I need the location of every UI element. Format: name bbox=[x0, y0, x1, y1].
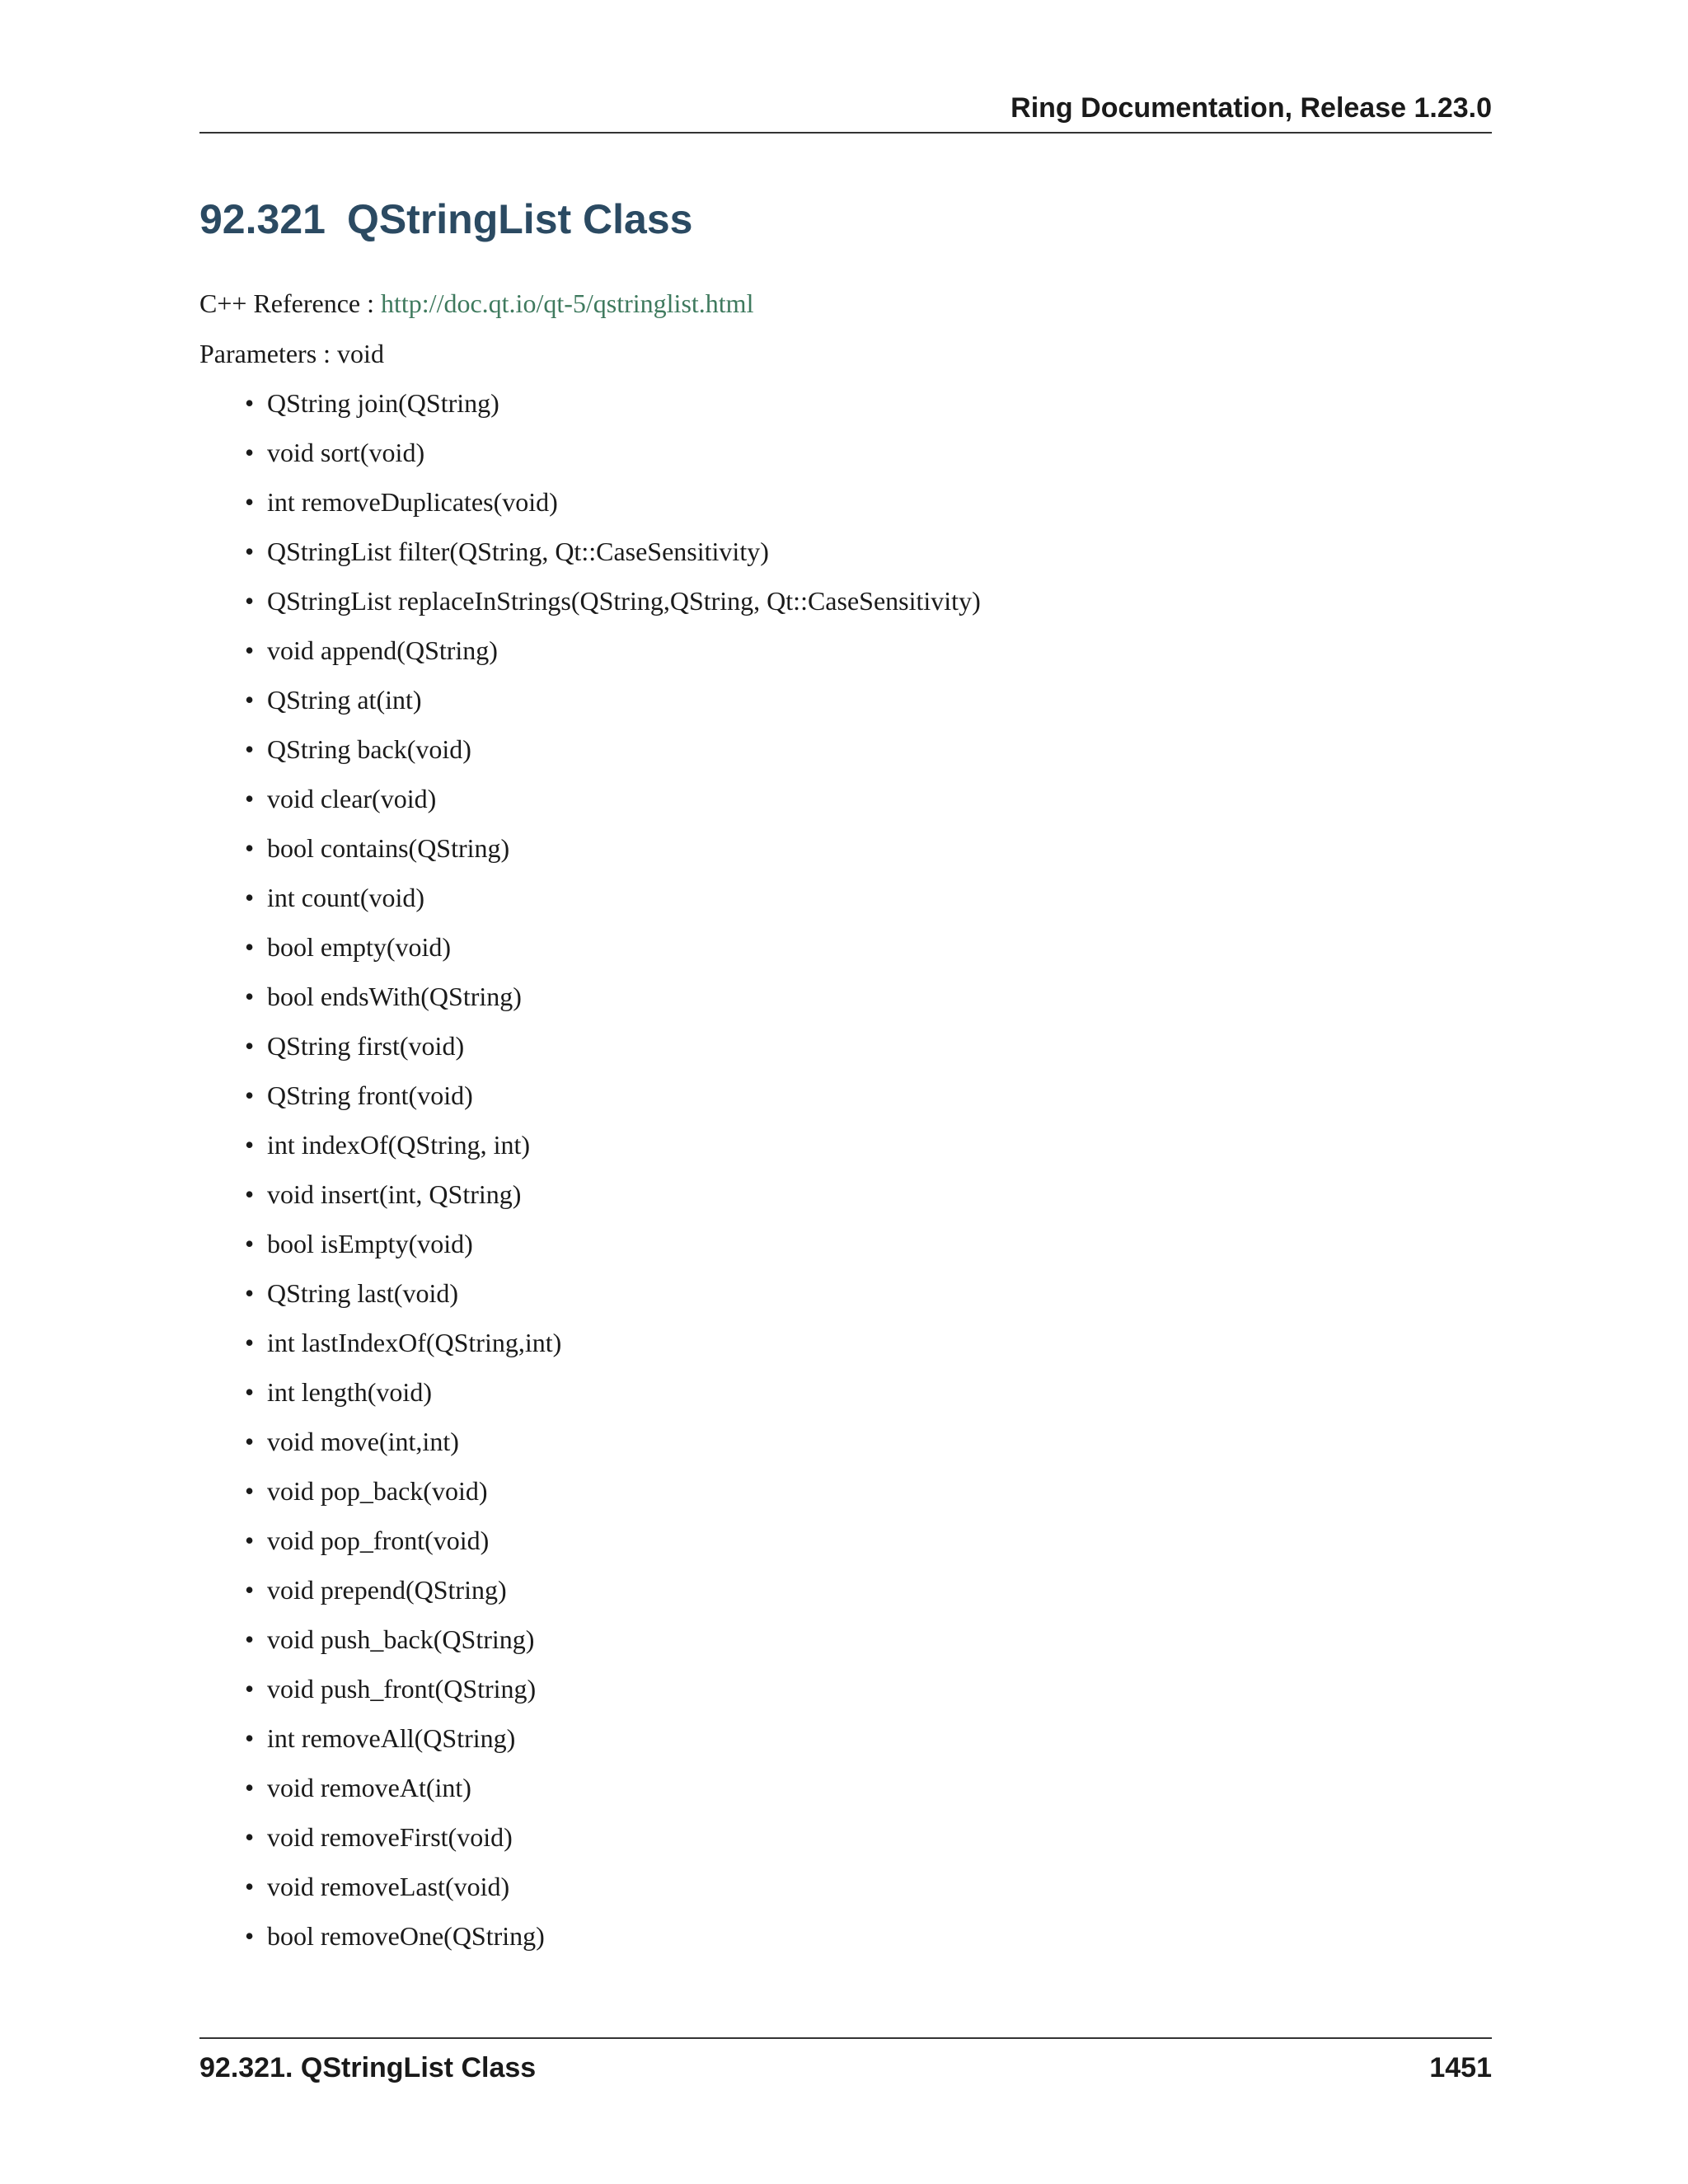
method-signature: int indexOf(QString, int) bbox=[267, 1130, 531, 1160]
method-list-item bbox=[242, 1128, 981, 1178]
method-list-item bbox=[242, 1474, 981, 1524]
bullet-icon: • bbox=[245, 784, 255, 813]
method-signature: int removeAll(QString) bbox=[267, 1723, 516, 1753]
method-signature: void sort(void) bbox=[267, 438, 425, 467]
method-signature: void insert(int, QString) bbox=[267, 1179, 522, 1209]
bullet-icon: • bbox=[245, 1427, 255, 1456]
bullet-icon: • bbox=[245, 1130, 255, 1160]
method-list-item bbox=[242, 1573, 981, 1623]
bullet-icon: • bbox=[245, 1476, 255, 1506]
method-signature: bool contains(QString) bbox=[267, 833, 510, 863]
method-signature: int length(void) bbox=[267, 1377, 432, 1407]
method-list-item bbox=[242, 1227, 981, 1277]
bullet-icon: • bbox=[245, 586, 255, 616]
method-list bbox=[242, 387, 981, 1969]
section-title-text: QStringList Class bbox=[346, 196, 693, 242]
method-list-item bbox=[242, 733, 981, 782]
bullet-icon: • bbox=[245, 1773, 255, 1802]
bullet-icon: • bbox=[245, 1229, 255, 1258]
cpp-reference-line bbox=[199, 287, 753, 320]
method-signature: QStringList replaceInStrings(QString,QString, Qt::CaseSensitivity) bbox=[267, 586, 981, 616]
method-list-item bbox=[242, 1821, 981, 1870]
method-list-item bbox=[242, 1919, 981, 1969]
method-signature: QStringList filter(QString, Qt::CaseSensitivity) bbox=[267, 537, 769, 566]
method-list-item bbox=[242, 387, 981, 436]
method-list-item bbox=[242, 436, 981, 485]
method-list-item bbox=[242, 881, 981, 930]
footer-page-number: 1451 bbox=[1429, 2052, 1492, 2083]
bullet-icon: • bbox=[245, 1328, 255, 1357]
method-list-item bbox=[242, 1870, 981, 1919]
method-list-item bbox=[242, 782, 981, 832]
cpp-reference-link[interactable]: http://doc.qt.io/qt-5/qstringlist.html bbox=[381, 288, 754, 318]
bullet-icon: • bbox=[245, 1278, 255, 1308]
method-list-item bbox=[242, 1178, 981, 1227]
method-signature: void clear(void) bbox=[267, 784, 437, 813]
bullet-icon: • bbox=[245, 1575, 255, 1605]
bullet-icon: • bbox=[245, 1872, 255, 1901]
page-header bbox=[199, 91, 1492, 134]
bullet-icon: • bbox=[245, 537, 255, 566]
section-number: 92.321 bbox=[199, 196, 326, 242]
method-signature: int count(void) bbox=[267, 883, 425, 912]
method-list-item bbox=[242, 1524, 981, 1573]
bullet-icon: • bbox=[245, 982, 255, 1011]
bullet-icon: • bbox=[245, 1526, 255, 1555]
bullet-icon: • bbox=[245, 1624, 255, 1654]
cpp-reference-label: C++ Reference : bbox=[199, 288, 381, 318]
method-signature: QString first(void) bbox=[267, 1031, 465, 1061]
parameters-line: Parameters : void bbox=[199, 339, 384, 368]
footer-section-label: 92.321. QStringList Class bbox=[199, 2052, 537, 2083]
bullet-icon: • bbox=[245, 438, 255, 467]
bullet-icon: • bbox=[245, 1179, 255, 1209]
method-list-item bbox=[242, 1376, 981, 1425]
method-signature: QString at(int) bbox=[267, 685, 422, 715]
method-list-item bbox=[242, 1771, 981, 1821]
bullet-icon: • bbox=[245, 1674, 255, 1704]
method-list-item bbox=[242, 832, 981, 881]
method-list-item bbox=[242, 1326, 981, 1376]
method-signature: void move(int,int) bbox=[267, 1427, 459, 1456]
method-signature: bool empty(void) bbox=[267, 932, 452, 962]
method-signature: QString back(void) bbox=[267, 734, 471, 764]
method-list-item bbox=[242, 584, 981, 634]
running-header-title: Ring Documentation, Release 1.23.0 bbox=[1010, 92, 1492, 124]
method-signature: void push_front(QString) bbox=[267, 1674, 537, 1704]
method-list-item bbox=[242, 1425, 981, 1474]
method-signature: int removeDuplicates(void) bbox=[267, 487, 558, 517]
method-signature: bool endsWith(QString) bbox=[267, 982, 522, 1011]
method-signature: bool isEmpty(void) bbox=[267, 1229, 473, 1258]
page-footer bbox=[199, 2037, 1492, 2085]
method-list-item bbox=[242, 1277, 981, 1326]
method-list-item bbox=[242, 1722, 981, 1771]
method-list-item bbox=[242, 1029, 981, 1079]
method-signature: void removeAt(int) bbox=[267, 1773, 471, 1802]
method-signature: QString front(void) bbox=[267, 1080, 473, 1110]
method-signature: void prepend(QString) bbox=[267, 1575, 507, 1605]
bullet-icon: • bbox=[245, 1080, 255, 1110]
bullet-icon: • bbox=[245, 883, 255, 912]
bullet-icon: • bbox=[245, 1921, 255, 1951]
bullet-icon: • bbox=[245, 833, 255, 863]
method-signature: void append(QString) bbox=[267, 635, 498, 665]
method-signature: void pop_front(void) bbox=[267, 1526, 490, 1555]
method-signature: void removeFirst(void) bbox=[267, 1822, 513, 1852]
bullet-icon: • bbox=[245, 1723, 255, 1753]
bullet-icon: • bbox=[245, 635, 255, 665]
method-signature: void removeLast(void) bbox=[267, 1872, 510, 1901]
method-signature: QString join(QString) bbox=[267, 388, 499, 418]
method-list-item bbox=[242, 535, 981, 584]
method-list-item bbox=[242, 930, 981, 980]
method-list-item bbox=[242, 980, 981, 1029]
bullet-icon: • bbox=[245, 1377, 255, 1407]
method-signature: QString last(void) bbox=[267, 1278, 458, 1308]
method-signature: void pop_back(void) bbox=[267, 1476, 488, 1506]
bullet-icon: • bbox=[245, 734, 255, 764]
bullet-icon: • bbox=[245, 932, 255, 962]
bullet-icon: • bbox=[245, 1031, 255, 1061]
method-list-item bbox=[242, 683, 981, 733]
method-signature: bool removeOne(QString) bbox=[267, 1921, 545, 1951]
method-list-item bbox=[242, 485, 981, 535]
section-title bbox=[199, 193, 692, 246]
bullet-icon: • bbox=[245, 487, 255, 517]
method-list-item bbox=[242, 1672, 981, 1722]
method-list-item bbox=[242, 1079, 981, 1128]
method-signature: void push_back(QString) bbox=[267, 1624, 535, 1654]
bullet-icon: • bbox=[245, 685, 255, 715]
bullet-icon: • bbox=[245, 388, 255, 418]
bullet-icon: • bbox=[245, 1822, 255, 1852]
method-signature: int lastIndexOf(QString,int) bbox=[267, 1328, 562, 1357]
method-list-item bbox=[242, 634, 981, 683]
method-list-item bbox=[242, 1623, 981, 1672]
